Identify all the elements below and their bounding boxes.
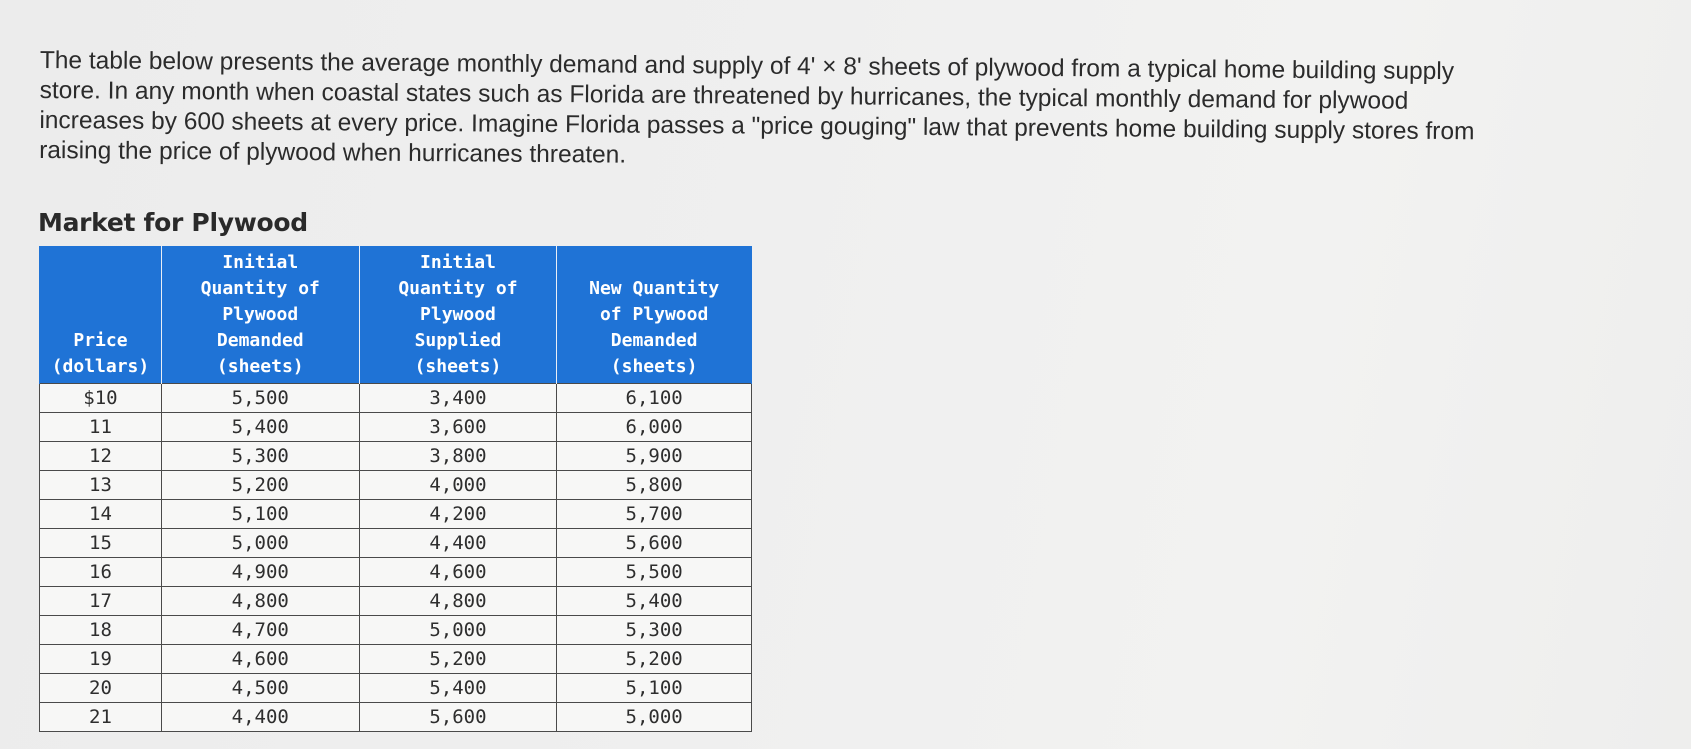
new-demanded-cell: 5,800 <box>557 471 752 500</box>
header-line: Initial <box>222 252 299 273</box>
price-cell: 15 <box>40 529 162 558</box>
table-row <box>40 558 752 587</box>
header-line: (sheets) <box>216 356 304 377</box>
intro-line: The table below presents the average monthly demand and supply of 4' × 8' sheets of plywood from a typical home building supply <box>39 46 1455 86</box>
header-line: New Quantity <box>589 278 720 299</box>
table-row <box>40 645 752 674</box>
table-row <box>40 442 752 471</box>
header-line: Quantity of <box>200 278 320 299</box>
table-caption: Market for Plywood <box>38 208 308 237</box>
price-cell: 14 <box>40 500 162 529</box>
initial-demanded-cell: 4,500 <box>161 674 359 703</box>
intro-line: raising the price of plywood when hurricanes threaten. <box>39 136 627 169</box>
header-line: Plywood <box>222 304 299 325</box>
price-cell: 21 <box>40 703 162 732</box>
initial-supplied-cell: 4,600 <box>359 558 557 587</box>
header-line: (sheets) <box>414 356 502 377</box>
new-demanded-cell: 5,000 <box>557 703 752 732</box>
table-row <box>40 471 752 500</box>
initial-supplied-cell: 4,800 <box>359 587 557 616</box>
initial-demanded-cell: 5,200 <box>161 471 359 500</box>
header-initial-supplied <box>359 246 557 384</box>
intro-line: store. In any month when coastal states such as Florida are threatened by hurricanes, the typical monthly demand for plywood <box>39 76 1409 115</box>
table-row <box>40 703 752 732</box>
initial-supplied-cell: 3,600 <box>359 413 557 442</box>
initial-demanded-cell: 4,700 <box>161 616 359 645</box>
initial-demanded-cell: 4,800 <box>161 587 359 616</box>
initial-demanded-cell: 5,100 <box>161 500 359 529</box>
header-line: (sheets) <box>610 356 698 377</box>
table-row <box>40 500 752 529</box>
new-demanded-cell: 6,000 <box>557 413 752 442</box>
initial-demanded-cell: 5,300 <box>161 442 359 471</box>
initial-supplied-cell: 5,000 <box>359 616 557 645</box>
initial-supplied-cell: 3,400 <box>359 384 557 413</box>
table-row <box>40 384 752 413</box>
new-demanded-cell: 5,700 <box>557 500 752 529</box>
intro-line: increases by 600 sheets at every price. Imagine Florida passes a "price gouging" law that prevents home building supply stores from <box>39 106 1475 146</box>
price-cell: $10 <box>40 384 162 413</box>
initial-demanded-cell: 5,400 <box>161 413 359 442</box>
table-row <box>40 529 752 558</box>
price-cell: 19 <box>40 645 162 674</box>
header-line: Demanded <box>610 330 698 351</box>
new-demanded-cell: 5,200 <box>557 645 752 674</box>
table-header-row <box>40 246 752 384</box>
price-cell: 11 <box>40 413 162 442</box>
header-line: Initial <box>420 252 496 273</box>
price-cell: 17 <box>40 587 162 616</box>
price-cell: 16 <box>40 558 162 587</box>
intro-paragraph <box>39 46 1640 179</box>
header-price <box>40 246 162 384</box>
initial-demanded-cell: 4,600 <box>161 645 359 674</box>
header-initial-demanded <box>161 246 359 384</box>
market-table <box>39 246 752 732</box>
initial-demanded-cell: 5,500 <box>161 384 359 413</box>
new-demanded-cell: 5,900 <box>557 442 752 471</box>
new-demanded-cell: 6,100 <box>557 384 752 413</box>
table-row <box>40 587 752 616</box>
initial-supplied-cell: 5,200 <box>359 645 557 674</box>
table-row <box>40 616 752 645</box>
header-line: Price <box>73 330 128 351</box>
header-line: of Plywood <box>599 304 709 325</box>
market-table-container <box>39 246 752 744</box>
new-demanded-cell: 5,400 <box>557 587 752 616</box>
new-demanded-cell: 5,100 <box>557 674 752 703</box>
header-new-demanded <box>557 246 752 384</box>
price-cell: 12 <box>40 442 162 471</box>
initial-supplied-cell: 4,000 <box>359 471 557 500</box>
header-line: Supplied <box>414 330 502 351</box>
table-row <box>40 413 752 442</box>
initial-supplied-cell: 4,200 <box>359 500 557 529</box>
header-line: Demanded <box>216 330 304 351</box>
new-demanded-cell: 5,300 <box>557 616 752 645</box>
initial-supplied-cell: 5,600 <box>359 703 557 732</box>
initial-demanded-cell: 4,400 <box>161 703 359 732</box>
header-line: Quantity of <box>398 278 518 299</box>
initial-supplied-cell: 5,400 <box>359 674 557 703</box>
header-line: (dollars) <box>51 356 150 377</box>
price-cell: 18 <box>40 616 162 645</box>
price-cell: 13 <box>40 471 162 500</box>
initial-demanded-cell: 4,900 <box>161 558 359 587</box>
initial-supplied-cell: 4,400 <box>359 529 557 558</box>
initial-supplied-cell: 3,800 <box>359 442 557 471</box>
new-demanded-cell: 5,600 <box>557 529 752 558</box>
header-line: Plywood <box>420 304 496 325</box>
price-cell: 20 <box>40 674 162 703</box>
initial-demanded-cell: 5,000 <box>161 529 359 558</box>
table-row <box>40 674 752 703</box>
new-demanded-cell: 5,500 <box>557 558 752 587</box>
